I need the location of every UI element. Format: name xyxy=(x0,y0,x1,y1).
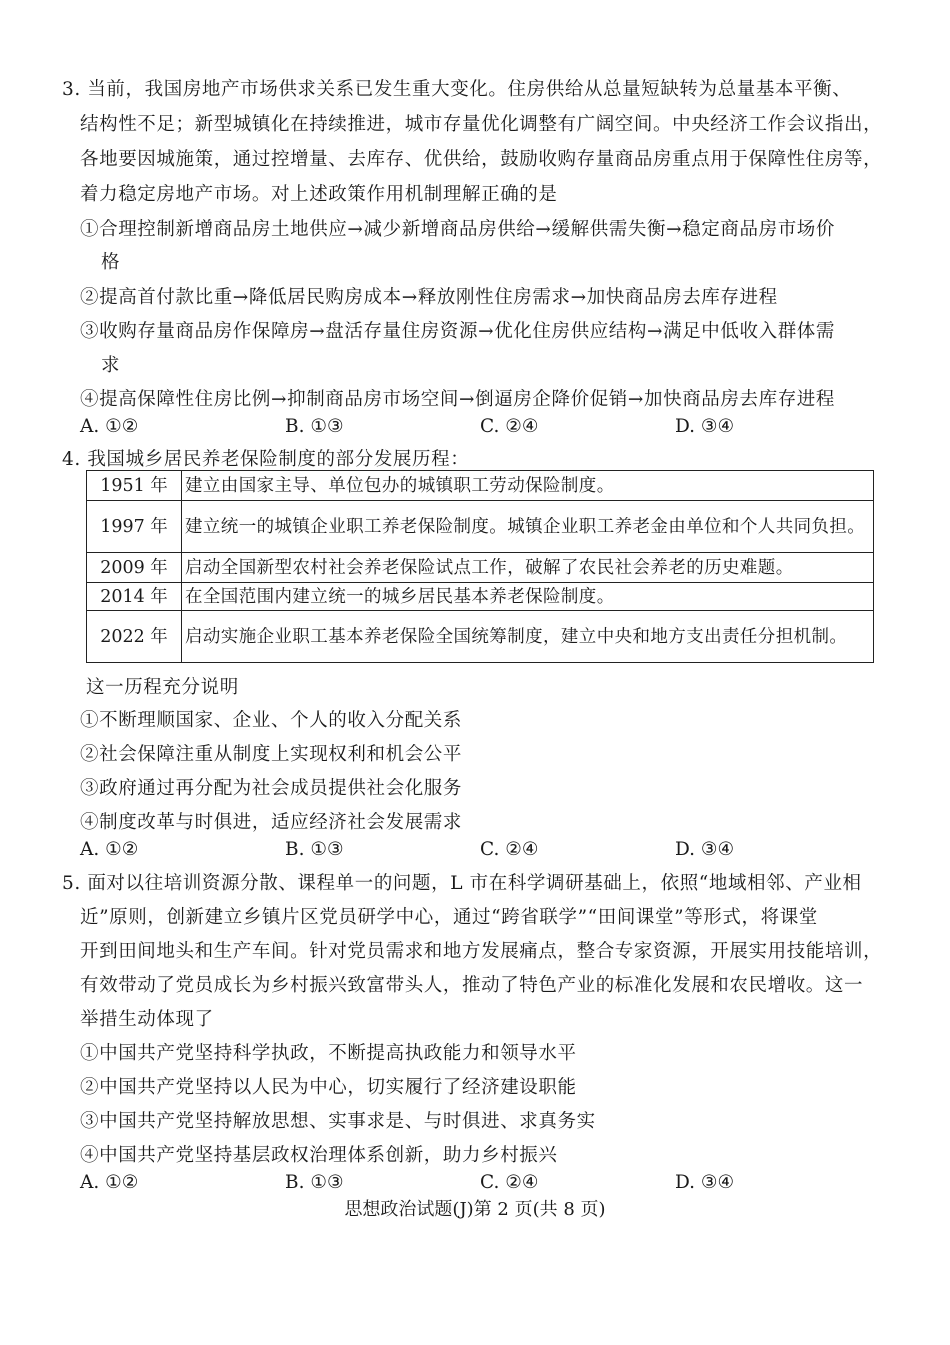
q3-choice-a[interactable]: A. ①② xyxy=(80,416,139,437)
q5-stem-line-2: 近”原则，创新建立乡镇片区党员研学中心，通过“跨省联学”“田间课堂”等形式，将课堂 xyxy=(80,907,818,928)
table-year: 1951 年 xyxy=(87,471,182,501)
table-row xyxy=(87,471,874,501)
q5-stem-line-3: 开到田间地头和生产车间。针对党员需求和地方发展痛点，整合专家资源，开展实用技能培训， xyxy=(80,941,883,962)
q3-option-3-cont: 求 xyxy=(101,355,121,376)
q5-choice-c[interactable]: C. ②④ xyxy=(480,1172,539,1193)
table-row xyxy=(87,501,874,553)
q4-lead: 这一历程充分说明 xyxy=(86,677,239,698)
table-desc: 建立统一的城镇企业职工养老保险制度。城镇企业职工养老金由单位和个人共同负担。 xyxy=(182,501,874,553)
table-desc: 启动实施企业职工基本养老保险全国统筹制度，建立中央和地方支出责任分担机制。 xyxy=(182,611,874,663)
q3-stem-line-1: 3. 当前，我国房地产市场供求关系已发生重大变化。住房供给从总量短缺转为总量基本平衡、 xyxy=(62,79,852,100)
q5-option-3: ③中国共产党坚持解放思想、实事求是、与时俱进、求真务实 xyxy=(80,1111,596,1132)
table-year: 2014 年 xyxy=(87,583,182,611)
q4-choice-a[interactable]: A. ①② xyxy=(80,839,139,860)
q3-option-1-cont: 格 xyxy=(101,252,121,273)
q5-option-4: ④中国共产党坚持基层政权治理体系创新，助力乡村振兴 xyxy=(80,1145,558,1166)
table-desc: 启动全国新型农村社会养老保险试点工作，破解了农民社会养老的历史难题。 xyxy=(182,553,874,583)
page-footer: 思想政治试题(J)第 2 页(共 8 页) xyxy=(344,1199,606,1220)
q4-choice-c[interactable]: C. ②④ xyxy=(480,839,539,860)
q5-stem-line-5: 举措生动体现了 xyxy=(80,1009,214,1030)
q3-choice-c[interactable]: C. ②④ xyxy=(480,416,539,437)
q4-choice-b[interactable]: B. ①③ xyxy=(285,839,344,860)
q3-stem-line-3: 各地要因城施策，通过控增量、去库存、优供给，鼓励收购存量商品房重点用于保障性住房等， xyxy=(80,149,883,170)
q3-option-4: ④提高保障性住房比例→抑制商品房市场空间→倒逼房企降价促销→加快商品房去库存进程 xyxy=(80,389,836,410)
q4-option-1: ①不断理顺国家、企业、个人的收入分配关系 xyxy=(80,710,463,731)
q5-option-1: ①中国共产党坚持科学执政，不断提高执政能力和领导水平 xyxy=(80,1043,577,1064)
q3-option-2: ②提高首付款比重→降低居民购房成本→释放刚性住房需求→加快商品房去库存进程 xyxy=(80,287,778,308)
table-year: 1997 年 xyxy=(87,501,182,553)
q5-option-2: ②中国共产党坚持以人民为中心，切实履行了经济建设职能 xyxy=(80,1077,577,1098)
q3-stem-line-2: 结构性不足；新型城镇化在持续推进，城市存量优化调整有广阔空间。中央经济工作会议指出， xyxy=(80,114,883,135)
table-desc: 建立由国家主导、单位包办的城镇职工劳动保险制度。 xyxy=(182,471,874,501)
q3-stem-line-4: 着力稳定房地产市场。对上述政策作用机制理解正确的是 xyxy=(80,184,558,205)
q5-choice-a[interactable]: A. ①② xyxy=(80,1172,139,1193)
history-table xyxy=(86,470,874,663)
table-row xyxy=(87,553,874,583)
q5-choices xyxy=(80,1170,880,1196)
q5-stem-line-1: 5. 面对以往培训资源分散、课程单一的问题，L 市在科学调研基础上，依照“地域相邻、产业相 xyxy=(62,873,862,894)
table-year: 2009 年 xyxy=(87,553,182,583)
q5-choice-d[interactable]: D. ③④ xyxy=(675,1172,735,1193)
q4-stem: 4. 我国城乡居民养老保险制度的部分发展历程： xyxy=(62,449,470,470)
q3-choices xyxy=(80,414,880,440)
q3-option-1: ①合理控制新增商品房土地供应→减少新增商品房供给→缓解供需失衡→稳定商品房市场价 xyxy=(80,219,836,240)
q3-choice-b[interactable]: B. ①③ xyxy=(285,416,344,437)
table-row xyxy=(87,583,874,611)
table-year: 2022 年 xyxy=(87,611,182,663)
q4-choice-d[interactable]: D. ③④ xyxy=(675,839,735,860)
q4-option-3: ③政府通过再分配为社会成员提供社会化服务 xyxy=(80,778,463,799)
q4-option-4: ④制度改革与时俱进，适应经济社会发展需求 xyxy=(80,812,463,833)
q4-option-2: ②社会保障注重从制度上实现权利和机会公平 xyxy=(80,744,463,765)
table-row xyxy=(87,611,874,663)
q4-choices xyxy=(80,837,880,863)
q5-stem-line-4: 有效带动了党员成长为乡村振兴致富带头人，推动了特色产业的标准化发展和农民增收。这一 xyxy=(80,975,864,996)
q5-choice-b[interactable]: B. ①③ xyxy=(285,1172,344,1193)
table-desc: 在全国范围内建立统一的城乡居民基本养老保险制度。 xyxy=(182,583,874,611)
q3-choice-d[interactable]: D. ③④ xyxy=(675,416,735,437)
q3-option-3: ③收购存量商品房作保障房→盘活存量住房资源→优化住房供应结构→满足中低收入群体需 xyxy=(80,321,836,342)
